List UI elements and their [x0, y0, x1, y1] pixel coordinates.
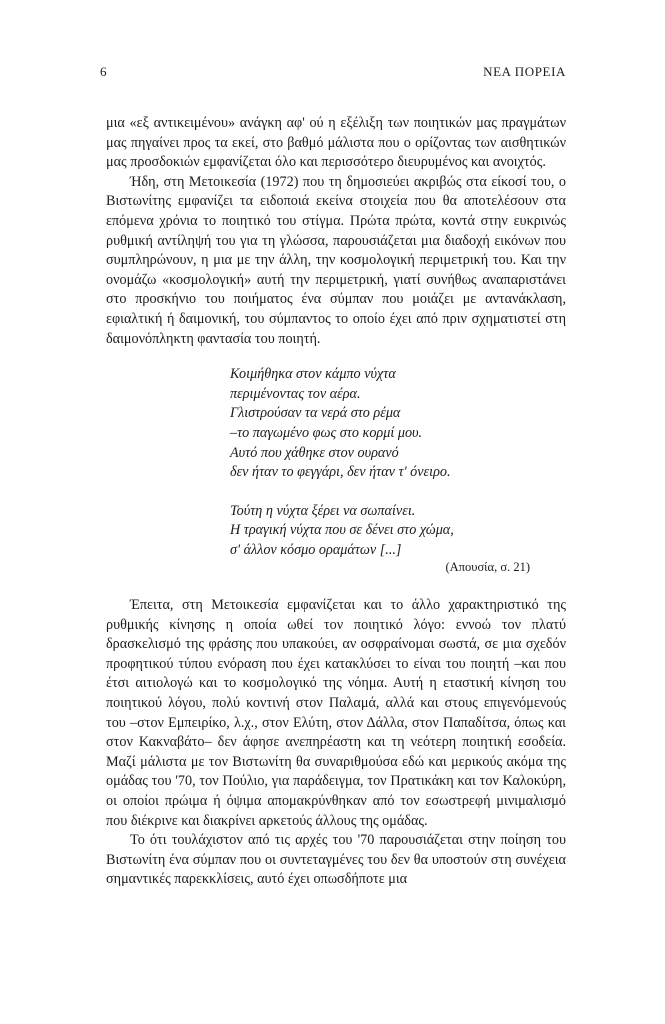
poem-line: Γλιστρούσαν τα νερά στο ρέμα [230, 405, 401, 422]
poem-citation: (Απουσία, σ. 21) [445, 560, 530, 575]
paragraph: Το ότι τουλάχιστον από τις αρχές του '70 παρουσιάζεται στην ποίηση του Βιστωνίτη ένα σύμπαν που οι συντεταγμένες του δεν θα υποστούν στη συνέχεια σημαντικές παρεκκλίσεις, αυτό έχει οπωσδήποτε μια [106, 832, 566, 888]
page-header [100, 64, 566, 80]
article-body [106, 114, 566, 890]
poem-line: Τούτη η νύχτα ξέρει να σωπαίνει. [230, 502, 416, 519]
page-number: 6 [100, 64, 108, 79]
poem-line: δεν ήταν το φεγγάρι, δεν ήταν τ' όνειρο. [230, 464, 451, 481]
poem-line: Η τραγική νύχτα που σε δένει στο χώμα, [230, 522, 454, 539]
poem-stanza [230, 502, 566, 561]
poem-line: Κοιμήθηκα στον κάμπο νύχτα [230, 366, 396, 383]
paragraph: μια «εξ αντικειμένου» ανάγκη αφ' ού η εξέλιξη των ποιητικών μας πραγμάτων μας πηγαίνει προς τα εκεί, στο βαθμό μάλιστα που ο ορίζοντας των αισθητικών μας προσδοκιών εμφανίζεται όλο και περισσότερο διευρυμένος και ανοιχτός. [106, 115, 566, 171]
poem-line: Αυτό που χάθηκε στον ουρανό [230, 444, 399, 461]
paragraph: Έπειτα, στη Μετοικεσία εμφανίζεται και το άλλο χαρακτηριστικό της ρυθμικής κίνησης η οποία ωθεί τον ποιητικό λόγο: εννοώ τον πλατύ δρασκελισμό της φράσης που υπακούει, αν οσφραίνομαι σωστά, σε μια σχεδόν προφητικού τύπου ενόραση που έχει κατακλύσει το είναι του ποιητή –και που έτσι αιτιολογώ και το κοσμολογικό της νόημα. Αυτή η εταστική κίνηση του ποιητικού λόγου, πολύ κοντινή στον Παλαμά, αλλά και στους επιγενόμενούς του –στον Εμπειρίκο, λ.χ., στον Ελύτη, στον Δάλλα, στον Παπαδίτσα, όπως και στον Κακναβάτο– δεν άφησε ανεπηρέαστη και τη νεότερη ποιητική εσοδεία. Μαζί μάλιστα με τον Βιστωνίτη θα συναριθμούσα εδώ και μερικούς ακόμα της ομάδας του '70, τον Πούλιο, για παράδειγμα, τον Πρατικάκη και τον Καλοκύρη, οι οποίοι πρώιμα ή όψιμα απομακρύνθηκαν από τον εσωστρεφή μινιμαλισμό που διέκρινε και διακρίνει αρκετούς άλλους της ομάδας. [106, 597, 566, 829]
poem-line: σ' άλλον κόσμο οραμάτων [...] [230, 541, 402, 558]
poem-line: –το παγωμένο φως στο κορμί μου. [230, 424, 423, 441]
paragraph: Ήδη, στη Μετοικεσία (1972) που τη δημοσιεύει ακριβώς στα είκοσί του, ο Βιστωνίτης εμφανίζει τα ειδοποιά εκείνα στοιχεία που θα αποτελέσουν στα επόμενα χρόνια το ποιητικό του στίγμα. Πρώτα πρώτα, κοντά στην ευκρινώς ρυθμική αντίληψή του για τη γλώσσα, παρουσιάζεται μια διαδοχή εικόνων που συμπληρώνουν, η μια με την άλλη, την κοσμολογική περιμετρική του. Και την ονομάζω «κοσμολογική» αυτή την περιμετρική, γιατί συνήθως αναπαριστάνει στο προσκήνιο του ποιήματος ένα σύμπαν που μοιάζει με αντανάκλαση, εφιαλτική ή δαιμονική, του σύμπαντος το οποίο έχει από πριν σχηματιστεί στη δαιμονόπληκτη φαντασία του ποιητή. [106, 173, 566, 347]
poem-line: περιμένοντας τον αέρα. [230, 385, 361, 402]
running-title: ΝΕΑ ΠΟΡΕΙΑ [483, 64, 566, 79]
poem-quote [230, 365, 566, 578]
poem-stanza [230, 365, 566, 483]
